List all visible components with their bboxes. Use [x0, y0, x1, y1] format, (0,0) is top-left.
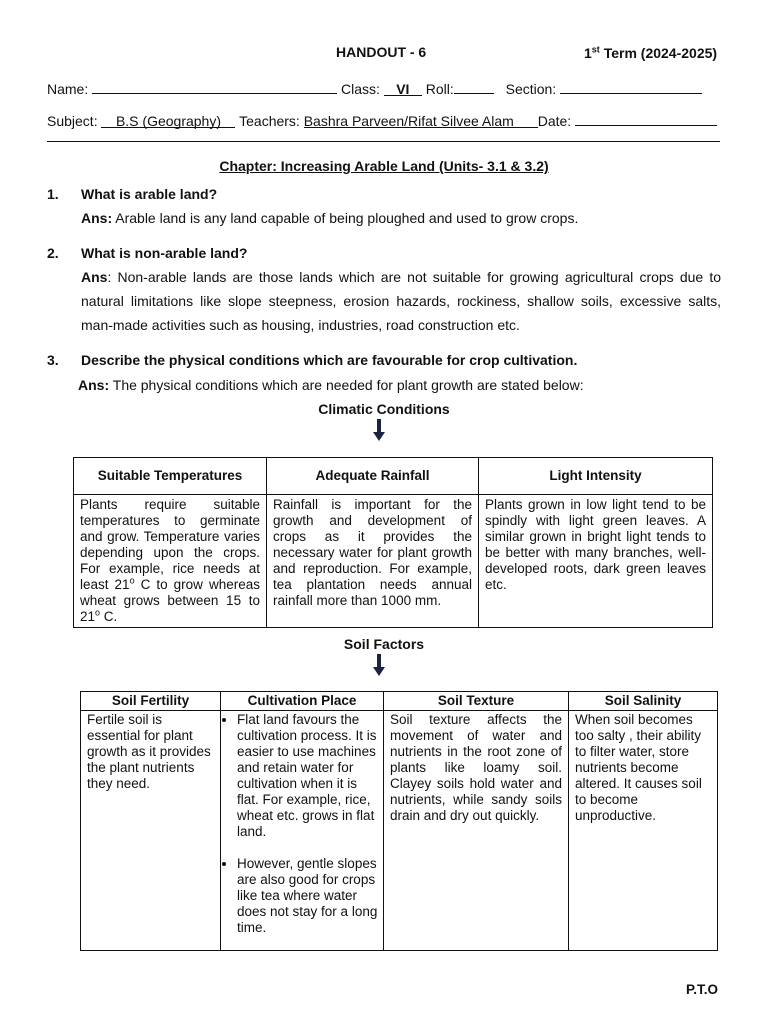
term-text: Term (2024-2025)	[599, 45, 718, 61]
column-header: Soil Fertility	[81, 692, 221, 711]
list-item: • Flat land favours the cultivation process. It is easier to use machines and retain water for cultivation when it is flat. For example, rice, wheat etc. grows in flat land.	[237, 712, 379, 840]
subject-value: B.S (Geography)	[115, 113, 222, 129]
roll-field[interactable]	[454, 79, 494, 94]
soil-heading: Soil Factors	[343, 636, 425, 652]
salinity-cell: When soil becomes too salty , their ability to filter water, store nutrients become altered. It causes soil to become unproductive.	[569, 711, 718, 951]
handout-title: HANDOUT - 6	[336, 44, 427, 60]
answer-3	[78, 377, 584, 393]
texture-cell: Soil texture affects the movement of water and nutrients in the root zone of plants like loamy soil. Clayey soils hold water and nutrients, while sandy soils drain and dry out quickly.	[384, 711, 569, 951]
temperature-text-3: C.	[100, 609, 118, 624]
answer-label: Ans:	[78, 377, 110, 393]
date-label: Date:	[537, 113, 572, 129]
table-row	[74, 495, 713, 628]
degree-symbol: o	[95, 607, 101, 618]
name-label: Name:	[47, 81, 89, 97]
answer-1	[81, 206, 721, 230]
climatic-heading: Climatic Conditions	[318, 401, 450, 417]
teachers-field[interactable]	[304, 113, 538, 128]
answer-label: Ans	[81, 269, 108, 285]
date-field[interactable]	[575, 111, 717, 126]
column-header: Soil Texture	[384, 692, 569, 711]
term-number: 1	[584, 45, 592, 61]
subject-field[interactable]	[101, 113, 235, 128]
class-value: VI	[396, 81, 410, 97]
column-header: Cultivation Place	[221, 692, 384, 711]
header-divider	[47, 141, 720, 142]
answer-label: Ans:	[81, 210, 113, 226]
section-field[interactable]	[560, 79, 702, 94]
climatic-table	[73, 457, 713, 628]
cultivation-list	[225, 712, 379, 936]
arrow-down-icon	[372, 654, 386, 676]
roll-label: Roll:	[425, 81, 454, 97]
fertility-cell: Fertile soil is essential for plant growth as it provides the plant nutrients they need.	[81, 711, 221, 951]
chapter-title: Chapter: Increasing Arable Land (Units- 3.1 & 3.2)	[219, 158, 549, 174]
list-item: • However, gentle slopes are also good for crops like tea where water does not stay for a long time.	[237, 856, 379, 936]
column-header: Adequate Rainfall	[267, 458, 479, 495]
question-number: 3.	[47, 352, 59, 368]
pto-label: P.T.O	[686, 982, 719, 997]
subject-label: Subject:	[47, 113, 98, 129]
term-label	[584, 45, 717, 61]
column-header: Soil Salinity	[569, 692, 718, 711]
soil-table	[80, 691, 718, 951]
column-header: Suitable Temperatures	[74, 458, 267, 495]
temperature-text: Plants require suitable temperatures to germinate and grow. Temperature varies depending upon the crops. For example, rice needs at least 21	[80, 497, 260, 592]
light-cell: Plants grown in low light tend to be spindly with light green leaves. A similar grown in bright light tends to be better with many branches, well-developed roots, dark green leaves etc.	[479, 495, 713, 628]
degree-symbol: o	[129, 575, 135, 586]
question-number: 2.	[47, 245, 59, 261]
table-row	[81, 711, 718, 951]
question-2: What is non-arable land?	[81, 245, 248, 261]
temperature-cell	[74, 495, 267, 628]
term-suffix: st	[591, 44, 600, 55]
answer-text: Arable land is any land capable of being ploughed and used to grow crops.	[112, 210, 579, 226]
answer-2	[81, 265, 721, 337]
class-label: Class:	[341, 81, 380, 97]
answer-text: The physical conditions which are needed for plant growth are stated below:	[109, 377, 584, 393]
table-header-row	[74, 458, 713, 495]
question-1: What is arable land?	[81, 186, 218, 202]
teachers-value: Bashra Parveen/Rifat Silvee Alam	[303, 113, 514, 129]
temperature-text-2: C to grow whereas wheat grows between 15 to 21	[80, 577, 260, 624]
answer-text: : Non-arable lands are those lands which are not suitable for growing agricultural crops due to natural limitations like slope steepness, erosion hazards, rockiness, shallow soils, excessive salts, man-made activities such as housing, industries, road construction etc.	[81, 269, 721, 333]
question-number: 1.	[47, 186, 59, 202]
subject-row	[47, 111, 720, 129]
cultivation-cell	[221, 711, 384, 951]
name-row	[47, 79, 720, 97]
name-field[interactable]	[92, 79, 337, 94]
teachers-label: Teachers:	[239, 113, 300, 129]
section-label: Section:	[505, 81, 557, 97]
rainfall-cell: Rainfall is important for the growth and development of crops as it provides the necessary water for plant growth and reproduction. For example, tea plantation needs annual rainfall more than 1000 mm.	[267, 495, 479, 628]
table-header-row	[81, 692, 718, 711]
question-3: Describe the physical conditions which are favourable for crop cultivation.	[81, 352, 578, 368]
class-field[interactable]	[384, 81, 422, 96]
arrow-down-icon	[372, 419, 386, 441]
column-header: Light Intensity	[479, 458, 713, 495]
